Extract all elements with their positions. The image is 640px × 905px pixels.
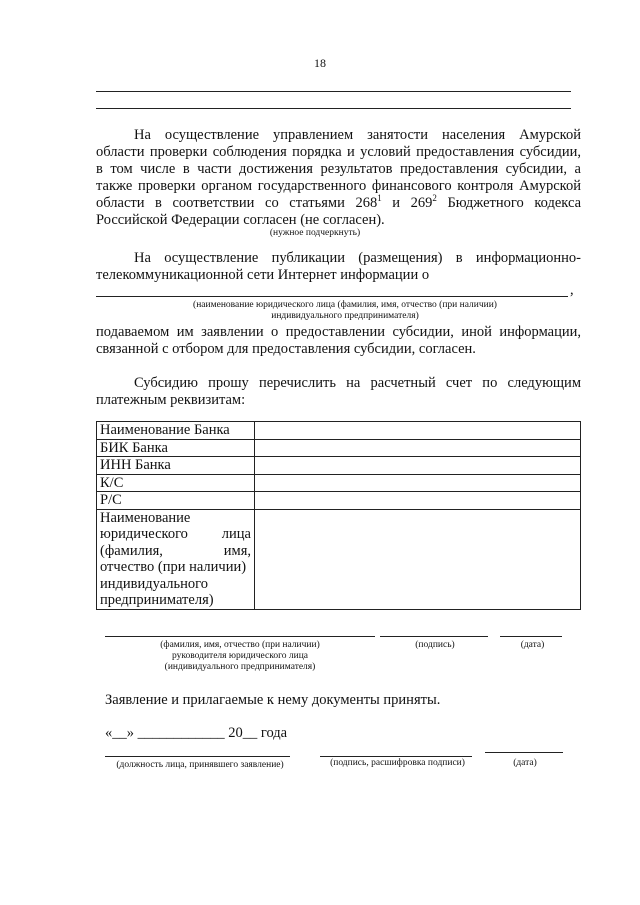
manager-name-hint: (фамилия, имя, отчество (при наличии) руководителя юридического лица (индивидуального предпринимателя) <box>160 640 320 672</box>
position-hint: (должность лица, принявшего заявление) <box>116 760 284 770</box>
table-row <box>97 474 581 492</box>
inn-label: ИНН Банка <box>97 457 255 475</box>
rs-value[interactable] <box>255 492 581 510</box>
control-line-4: также проверки органом государственного финансового контроля Амурской <box>96 178 581 194</box>
publication-line-1: На осуществление публикации (размещения) в информационно- <box>134 250 581 266</box>
ks-value[interactable] <box>255 474 581 492</box>
underline-note: (нужное подчеркнуть) <box>269 228 361 238</box>
bik-label: БИК Банка <box>97 439 255 457</box>
accepted-statement: Заявление и прилагаемые к нему документы приняты. <box>105 692 441 708</box>
publication-paragraph <box>96 250 581 284</box>
signature-line <box>380 636 488 637</box>
bank-name-label: Наименование Банка <box>97 422 255 440</box>
inn-value[interactable] <box>255 457 581 475</box>
control-consent-paragraph <box>96 127 581 229</box>
organization-name-blank <box>96 296 568 297</box>
organization-name-hint: (наименование юридического лица (фамилия, имя, отчество (при наличии) индивидуального предпринимателя) <box>193 300 497 321</box>
submitted-paragraph <box>96 324 581 358</box>
date-line <box>500 636 562 637</box>
signature-decoding-line <box>320 756 472 757</box>
bik-value[interactable] <box>255 439 581 457</box>
legal-entity-value[interactable] <box>255 509 581 609</box>
publication-line-2: телекоммуникационной сети Интернет информации о <box>96 267 430 283</box>
control-line-5: области в соответствии со статьями $268^1$ и $269^2$ Бюджетного кодекса <box>96 193 581 211</box>
rs-label: Р/С <box>97 492 255 510</box>
control-line-6: Российской Федерации согласен (не согласен). <box>96 212 385 228</box>
date-hint: (дата) <box>520 640 545 650</box>
bank-name-value[interactable] <box>255 422 581 440</box>
ks-label: К/С <box>97 474 255 492</box>
transfer-line-1: Субсидию прошу перечислить на расчетный счет по следующим <box>134 375 581 391</box>
control-line-3: в том числе в части достижения результатов предоставления субсидии, а <box>96 161 581 177</box>
control-line-2: области проверки соблюдения порядка и условий предоставления субсидии, <box>96 144 581 160</box>
acceptance-date-hint: (дата) <box>513 758 537 768</box>
table-row <box>97 422 581 440</box>
comma: , <box>570 282 574 298</box>
signature-hint: (подпись) <box>415 640 455 650</box>
name-signature-line <box>105 636 375 637</box>
submitted-line-2: связанной с отбором для предоставления субсидии, согласен. <box>96 341 476 357</box>
bank-details-table <box>96 421 581 610</box>
submitted-line-1: подаваемом им заявлении о предоставлении субсидии, иной информации, <box>96 324 581 340</box>
signature-decoding-hint: (подпись, расшифровка подписи) <box>330 758 465 768</box>
acceptance-date: «__» ____________ 20__ года <box>105 725 288 741</box>
acceptance-date-line <box>485 752 563 753</box>
position-line <box>105 756 290 757</box>
table-row <box>97 509 581 609</box>
control-line-1: На осуществление управлением занятости населения Амурской <box>134 127 581 143</box>
table-row <box>97 439 581 457</box>
page-number: 18 <box>314 56 326 70</box>
table-row <box>97 492 581 510</box>
blank-line-2 <box>96 108 571 109</box>
blank-line-1 <box>96 91 571 92</box>
legal-entity-label: Наименование юридического лица (фамилия, имя, отчество (при наличии) индивидуального предпринимателя) <box>97 509 255 609</box>
transfer-line-2: платежным реквизитам: <box>96 392 246 408</box>
table-row <box>97 457 581 475</box>
transfer-paragraph <box>96 375 581 409</box>
